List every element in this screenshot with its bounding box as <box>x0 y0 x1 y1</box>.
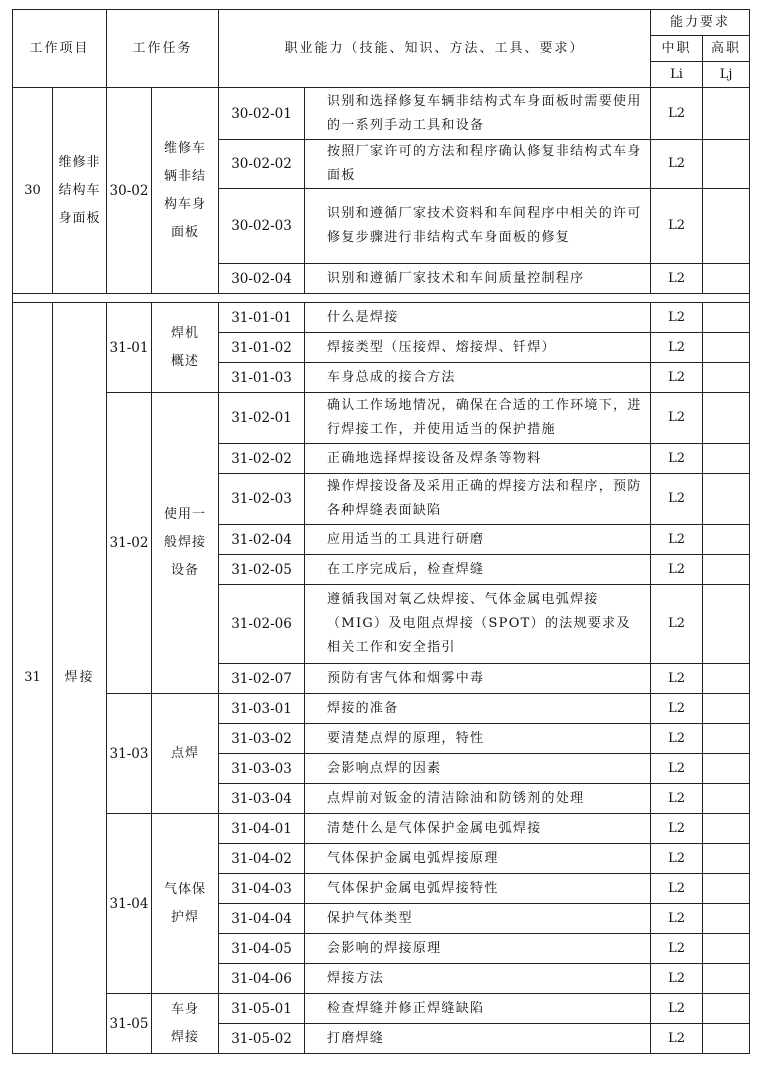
item-description: 识别和遵循厂家技术资料和车间程序中相关的许可修复步骤进行非结构式车身面板的修复 <box>305 189 651 264</box>
item-high-empty <box>703 525 750 555</box>
project-number: 30 <box>13 88 53 294</box>
item-description: 识别和选择修复车辆非结构式车身面板时需要使用的一系列手动工具和设备 <box>305 88 651 140</box>
item-level: L2 <box>651 784 703 814</box>
item-code: 31-02-04 <box>219 525 305 555</box>
item-code: 31-01-01 <box>219 303 305 333</box>
header-task: 工作任务 <box>107 10 219 88</box>
item-high-empty <box>703 694 750 724</box>
item-description: 点焊前对钣金的清洁除油和防锈剂的处理 <box>305 784 651 814</box>
task-number: 31-02 <box>107 393 152 694</box>
item-high-empty <box>703 934 750 964</box>
item-description: 车身总成的接合方法 <box>305 363 651 393</box>
item-code: 31-01-03 <box>219 363 305 393</box>
item-code: 31-04-05 <box>219 934 305 964</box>
item-high-empty <box>703 444 750 474</box>
item-high-empty <box>703 844 750 874</box>
item-code: 31-04-06 <box>219 964 305 994</box>
item-level: L2 <box>651 694 703 724</box>
header-high: 高职 <box>703 36 750 62</box>
item-level: L2 <box>651 525 703 555</box>
competency-table <box>12 9 750 1054</box>
item-description: 保护气体类型 <box>305 904 651 934</box>
item-code: 31-02-01 <box>219 393 305 444</box>
item-code: 31-02-05 <box>219 555 305 585</box>
item-high-empty <box>703 814 750 844</box>
item-description: 按照厂家许可的方法和程序确认修复非结构式车身面板 <box>305 140 651 189</box>
item-description: 预防有害气体和烟雾中毒 <box>305 664 651 694</box>
item-high-empty <box>703 724 750 754</box>
task-name: 车身 焊接 <box>152 994 219 1054</box>
item-high-empty <box>703 994 750 1024</box>
item-level: L2 <box>651 88 703 140</box>
item-high-empty <box>703 363 750 393</box>
item-high-empty <box>703 264 750 294</box>
item-code: 30-02-04 <box>219 264 305 294</box>
item-code: 31-04-04 <box>219 904 305 934</box>
item-level: L2 <box>651 189 703 264</box>
item-level: L2 <box>651 724 703 754</box>
item-description: 应用适当的工具进行研磨 <box>305 525 651 555</box>
item-level: L2 <box>651 904 703 934</box>
item-description: 气体保护金属电弧焊接原理 <box>305 844 651 874</box>
task-name: 使用一 般焊接 设备 <box>152 393 219 694</box>
task-number: 31-04 <box>107 814 152 994</box>
item-level: L2 <box>651 585 703 664</box>
item-level: L2 <box>651 140 703 189</box>
task-number: 31-01 <box>107 303 152 393</box>
header-mid: 中职 <box>651 36 703 62</box>
item-code: 31-05-01 <box>219 994 305 1024</box>
item-high-empty <box>703 585 750 664</box>
header-li: Li <box>651 62 703 88</box>
header-project: 工作项目 <box>13 10 107 88</box>
header-lj: Lj <box>703 62 750 88</box>
item-code: 31-05-02 <box>219 1024 305 1054</box>
item-description: 要清楚点焊的原理，特性 <box>305 724 651 754</box>
item-level: L2 <box>651 555 703 585</box>
item-description: 在工序完成后，检查焊缝 <box>305 555 651 585</box>
item-description: 气体保护金属电弧焊接特性 <box>305 874 651 904</box>
item-high-empty <box>703 189 750 264</box>
item-high-empty <box>703 303 750 333</box>
item-code: 31-01-02 <box>219 333 305 363</box>
task-number: 30-02 <box>107 88 152 294</box>
item-level: L2 <box>651 874 703 904</box>
item-code: 31-04-02 <box>219 844 305 874</box>
task-name: 维修车 辆非结 构车身 面板 <box>152 88 219 294</box>
item-code: 31-03-01 <box>219 694 305 724</box>
item-code: 31-03-02 <box>219 724 305 754</box>
item-level: L2 <box>651 1024 703 1054</box>
item-level: L2 <box>651 363 703 393</box>
item-description: 什么是焊接 <box>305 303 651 333</box>
header-requirement: 能力要求 <box>651 10 750 36</box>
item-high-empty <box>703 664 750 694</box>
item-code: 30-02-02 <box>219 140 305 189</box>
item-level: L2 <box>651 754 703 784</box>
item-description: 识别和遵循厂家技术和车间质量控制程序 <box>305 264 651 294</box>
item-code: 31-03-04 <box>219 784 305 814</box>
item-high-empty <box>703 784 750 814</box>
item-code: 31-02-06 <box>219 585 305 664</box>
header-ability: 职业能力（技能、知识、方法、工具、要求） <box>219 10 651 88</box>
task-number: 31-05 <box>107 994 152 1054</box>
item-level: L2 <box>651 393 703 444</box>
item-high-empty <box>703 88 750 140</box>
item-code: 31-04-01 <box>219 814 305 844</box>
item-high-empty <box>703 474 750 525</box>
item-high-empty <box>703 754 750 784</box>
item-high-empty <box>703 964 750 994</box>
item-code: 31-02-07 <box>219 664 305 694</box>
item-level: L2 <box>651 964 703 994</box>
item-high-empty <box>703 1024 750 1054</box>
task-number: 31-03 <box>107 694 152 814</box>
item-level: L2 <box>651 814 703 844</box>
item-description: 操作焊接设备及采用正确的焊接方法和程序，预防各种焊缝表面缺陷 <box>305 474 651 525</box>
item-description: 确认工作场地情况，确保在合适的工作环境下，进行焊接工作，并使用适当的保护措施 <box>305 393 651 444</box>
item-description: 会影响的焊接原理 <box>305 934 651 964</box>
item-description: 会影响点焊的因素 <box>305 754 651 784</box>
project-name: 维修非 结构车 身面板 <box>53 88 107 294</box>
item-level: L2 <box>651 664 703 694</box>
item-code: 31-02-02 <box>219 444 305 474</box>
item-description: 焊接的准备 <box>305 694 651 724</box>
item-description: 焊接方法 <box>305 964 651 994</box>
item-level: L2 <box>651 994 703 1024</box>
item-level: L2 <box>651 333 703 363</box>
section-gap <box>13 294 53 303</box>
item-code: 31-04-03 <box>219 874 305 904</box>
item-description: 正确地选择焊接设备及焊条等物料 <box>305 444 651 474</box>
item-description: 遵循我国对氧乙炔焊接、气体金属电弧焊接（MIG）及电阻点焊接（SPOT）的法规要求及相关工作和安全指引 <box>305 585 651 664</box>
item-code: 30-02-03 <box>219 189 305 264</box>
item-level: L2 <box>651 303 703 333</box>
task-name: 焊机 概述 <box>152 303 219 393</box>
item-code: 31-02-03 <box>219 474 305 525</box>
item-level: L2 <box>651 264 703 294</box>
task-name: 气体保 护焊 <box>152 814 219 994</box>
project-name: 焊接 <box>53 303 107 1054</box>
item-high-empty <box>703 874 750 904</box>
item-high-empty <box>703 904 750 934</box>
item-level: L2 <box>651 844 703 874</box>
item-high-empty <box>703 140 750 189</box>
project-number: 31 <box>13 303 53 1054</box>
item-level: L2 <box>651 474 703 525</box>
task-name: 点焊 <box>152 694 219 814</box>
item-high-empty <box>703 555 750 585</box>
item-high-empty <box>703 333 750 363</box>
item-description: 检查焊缝并修正焊缝缺陷 <box>305 994 651 1024</box>
item-level: L2 <box>651 444 703 474</box>
item-code: 31-03-03 <box>219 754 305 784</box>
item-high-empty <box>703 393 750 444</box>
item-code: 30-02-01 <box>219 88 305 140</box>
item-description: 打磨焊缝 <box>305 1024 651 1054</box>
item-level: L2 <box>651 934 703 964</box>
item-description: 焊接类型（压接焊、熔接焊、钎焊） <box>305 333 651 363</box>
item-description: 清楚什么是气体保护金属电弧焊接 <box>305 814 651 844</box>
